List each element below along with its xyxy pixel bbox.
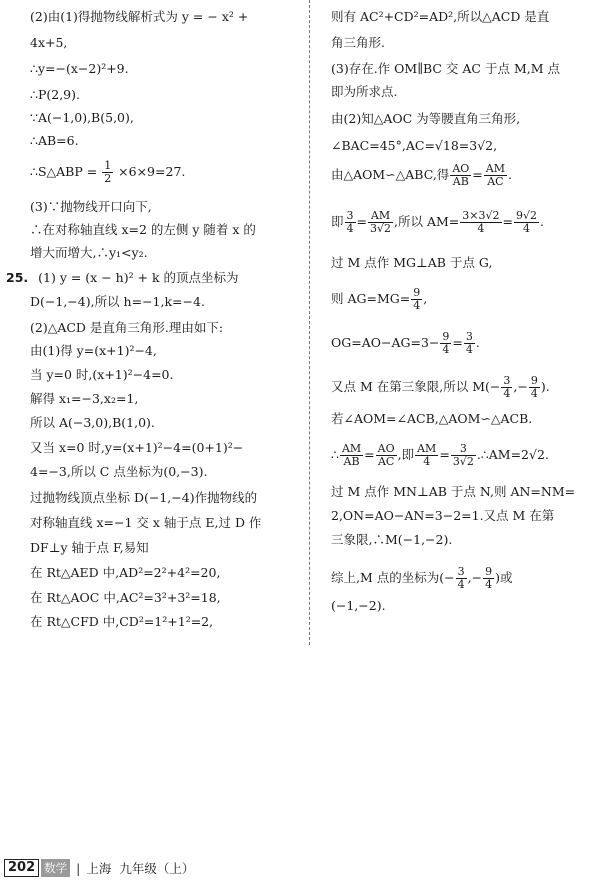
text-line: (2)由(1)得抛物线解析式为 y = − x² +	[30, 9, 249, 24]
formula-part: 由△AOM∽△ABC,得	[331, 167, 450, 182]
text-line: 由(1)得 y=(x+1)²−4,	[30, 343, 157, 358]
fraction	[376, 443, 397, 468]
fraction	[450, 163, 471, 188]
fraction	[464, 331, 475, 356]
formula-part: ,−	[513, 379, 528, 394]
numerator: 3	[457, 565, 465, 578]
text-line: ∴AB=6.	[30, 133, 79, 148]
grade-label: 九年级（上）	[119, 861, 195, 876]
denominator: 3√2	[452, 455, 474, 468]
text-line: 若∠AOM=∠ACB,△AOM∽△ACB.	[331, 411, 533, 426]
formula-part: 又点 M 在第三象限,所以 M	[331, 379, 485, 394]
text-line: (−1,−2).	[331, 598, 386, 613]
text-line: 又当 x=0 时,y=(x+1)²−4=(0+1)²−	[30, 440, 244, 455]
text-line: ∴在对称轴直线 x=2 的左侧 y 随着 x 的	[30, 222, 256, 237]
denominator: 3√2	[370, 222, 392, 235]
subject-badge: 数学	[41, 859, 70, 877]
numerator: 3	[451, 443, 476, 456]
denominator: AC	[377, 455, 395, 468]
formula-part: .	[540, 214, 544, 229]
text-line: (3)∵抛物线开口向下,	[30, 199, 152, 214]
formula-part: ,所以 AM=	[394, 214, 460, 229]
page-footer	[4, 857, 194, 879]
formula-part: =	[439, 447, 450, 462]
formula-part: ,−	[467, 570, 483, 585]
am-second-calc	[331, 443, 549, 468]
numerator: AM	[417, 442, 437, 455]
text-line: 三象限,∴M(−1,−2).	[331, 532, 453, 547]
formula-part: =	[356, 214, 367, 229]
formula-part: (−	[439, 570, 455, 585]
denominator: 4	[346, 222, 354, 235]
m-coord-line	[331, 375, 550, 400]
fraction	[102, 160, 113, 185]
denominator: 4	[522, 222, 530, 235]
denominator: 4	[442, 343, 450, 356]
formula-part: (−	[485, 379, 501, 394]
text-line: 当 y=0 时,(x+1)²−4=0.	[30, 367, 174, 382]
denominator: AB	[343, 455, 360, 468]
numerator: 3	[346, 209, 354, 222]
ag-line	[331, 287, 427, 312]
am-calc-line	[331, 210, 544, 235]
summary-line	[331, 566, 512, 591]
fraction	[415, 443, 438, 468]
text-line: 角三角形.	[331, 35, 385, 50]
text-line: 增大而增大,∴y₁<y₂.	[30, 245, 148, 260]
fraction	[368, 210, 393, 235]
text-line: 过 M 点作 MN⊥AB 于点 N,则 AN=NM=	[331, 484, 576, 499]
text-line: 所以 A(−3,0),B(1,0).	[30, 415, 155, 430]
separator: |	[76, 860, 81, 876]
numerator: 9	[485, 565, 493, 578]
formula-part: )	[495, 570, 500, 585]
fraction	[483, 566, 494, 591]
formula-part: .	[507, 167, 512, 182]
denominator: 2	[104, 172, 112, 185]
text-line: 在 Rt△CFD 中,CD²=1²+1²=2,	[30, 614, 214, 629]
text-line: 由(2)知△AOC 为等腰直角三角形,	[331, 111, 521, 126]
numerator: 3	[465, 330, 473, 343]
formula-part: ×6×9=27.	[114, 164, 186, 179]
numerator: 9	[413, 286, 421, 299]
fraction	[440, 331, 451, 356]
text-line: 过 M 点作 MG⊥AB 于点 G,	[331, 255, 493, 270]
formula-part: ,	[423, 291, 428, 306]
numerator: AM	[485, 162, 505, 175]
formula-part: ∴S△ABP =	[30, 164, 102, 179]
fraction	[460, 210, 501, 235]
formula-part: ).	[540, 379, 550, 394]
denominator: 4	[530, 387, 538, 400]
region-label: 上海	[86, 861, 112, 876]
text-line: 在 Rt△AED 中,AD²=2²+4²=20,	[30, 565, 221, 580]
numerator: AM	[341, 442, 362, 455]
formula-part: OG=AO−AG=3−	[331, 335, 440, 350]
page-number: 202	[4, 859, 39, 877]
question-25	[6, 270, 239, 286]
text-line: 即为所求点.	[331, 84, 398, 99]
denominator: 4	[465, 343, 473, 356]
og-line	[331, 331, 480, 356]
formula-part: 综上,M 点的坐标为	[331, 570, 440, 585]
fraction	[340, 443, 363, 468]
formula-part: 则 AG=MG=	[331, 291, 411, 306]
numerator: AO	[452, 162, 470, 175]
denominator: AC	[487, 175, 504, 188]
text-line: (1) y = (x − h)² + k 的顶点坐标为	[38, 270, 239, 285]
numerator: AO	[377, 442, 395, 455]
numerator: 9	[530, 374, 538, 387]
text-line: 4x+5,	[30, 35, 68, 50]
numerator: 3	[503, 374, 511, 387]
numerator: 9√2	[515, 209, 537, 222]
fraction	[484, 163, 507, 188]
formula-part: 即	[331, 214, 344, 229]
numerator: AM	[368, 210, 393, 223]
text-line: DF⊥y 轴于点 F,易知	[30, 540, 149, 555]
text-line: ∴P(2,9).	[30, 87, 80, 102]
formula-part: =	[452, 335, 463, 350]
fraction	[456, 566, 467, 591]
text-line: (2)△ACD 是直角三角形.理由如下:	[30, 320, 224, 335]
fraction	[411, 287, 422, 312]
denominator: 4	[485, 578, 493, 591]
text-line: 过抛物线顶点坐标 D(−1,−4)作抛物线的	[30, 490, 258, 505]
text-line: 2,ON=AO−AN=3−2=1.又点 M 在第	[331, 508, 555, 523]
denominator: 4	[457, 578, 465, 591]
numerator: 3×3√2	[462, 209, 500, 222]
denominator: AB	[452, 175, 469, 188]
column-divider	[309, 0, 310, 645]
numerator: 1	[104, 159, 112, 172]
numerator: 9	[442, 330, 450, 343]
fraction	[345, 210, 356, 235]
text-line: 在 Rt△AOC 中,AC²=3²+3²=18,	[30, 590, 221, 605]
denominator: 4	[423, 455, 431, 468]
formula-part: =	[364, 447, 375, 462]
denominator: 4	[477, 222, 485, 235]
formula-part: =	[472, 167, 483, 182]
similar-ratio-line	[331, 163, 512, 188]
formula-part: ,即	[397, 447, 415, 462]
text-line: 解得 x₁=−3,x₂=1,	[30, 391, 139, 406]
text-line: ∴y=−(x−2)²+9.	[30, 61, 129, 76]
question-number: 25.	[6, 270, 29, 285]
area-formula	[30, 160, 185, 185]
formula-part: .	[475, 335, 480, 350]
fraction	[501, 375, 512, 400]
text-line: 4=−3,所以 C 点坐标为(0,−3).	[30, 464, 208, 479]
formula-part: =	[502, 214, 513, 229]
formula-part: .∴AM=2√2.	[476, 447, 549, 462]
fraction	[514, 210, 539, 235]
text-line: D(−1,−4),所以 h=−1,k=−4.	[30, 294, 205, 309]
fraction	[451, 443, 476, 468]
text-line: ∠BAC=45°,AC=√18=3√2,	[331, 138, 498, 153]
text-line: 对称轴直线 x=−1 交 x 轴于点 E,过 D 作	[30, 515, 262, 530]
denominator: 4	[503, 387, 511, 400]
denominator: 4	[413, 299, 421, 312]
text-line: ∵A(−1,0),B(5,0),	[30, 110, 134, 125]
text-line: (3)存在.作 OM∥BC 交 AC 于点 M,M 点	[331, 61, 560, 76]
formula-part: 或	[499, 570, 513, 585]
text-line: 则有 AC²+CD²=AD²,所以△ACD 是直	[331, 9, 550, 24]
fraction	[529, 375, 540, 400]
formula-part: ∴	[331, 447, 339, 462]
